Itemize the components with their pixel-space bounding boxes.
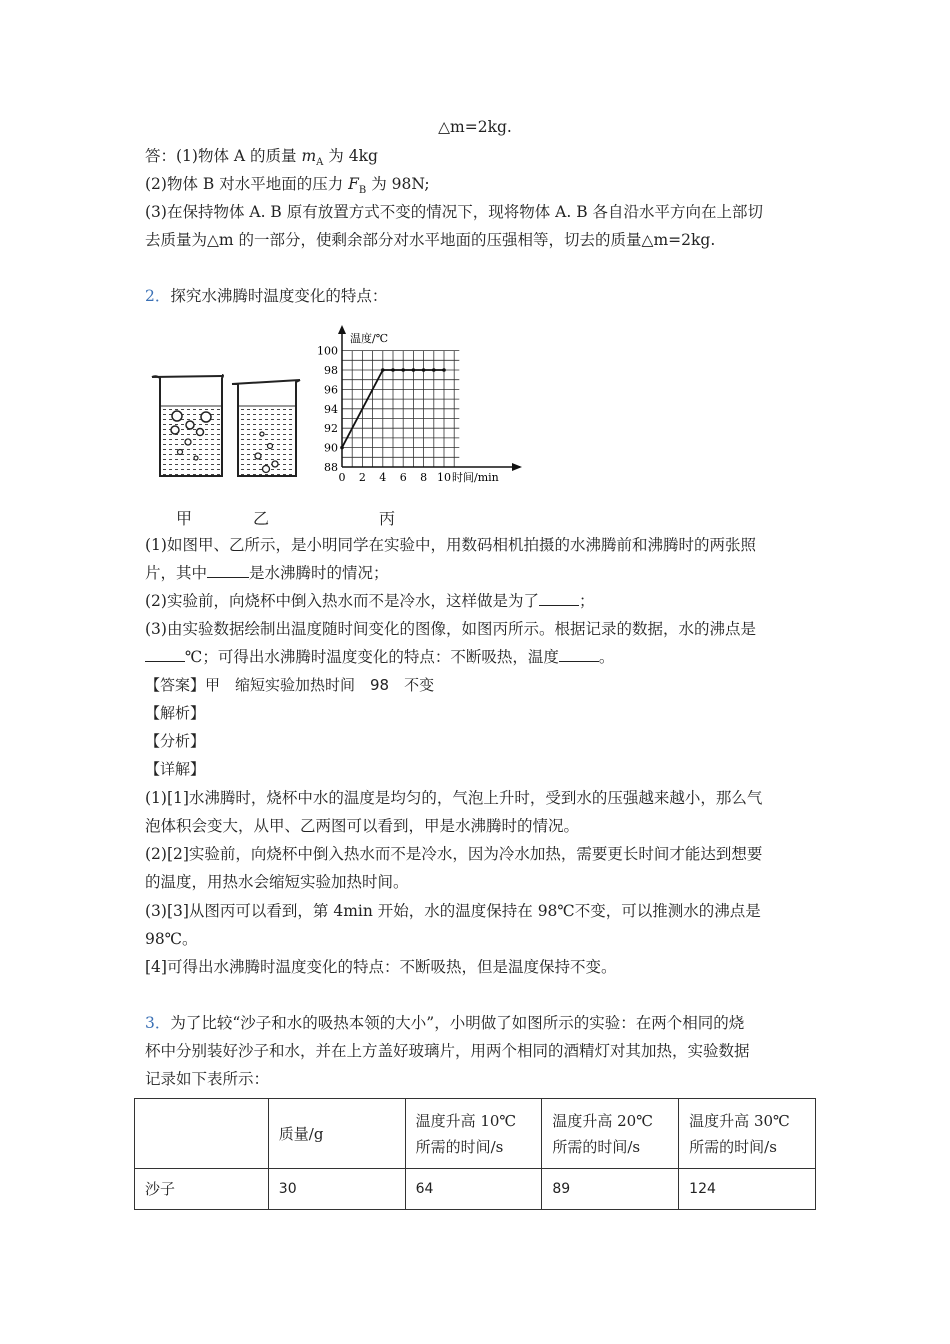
x-tick-label: 2 bbox=[358, 471, 366, 484]
temperature-chart bbox=[300, 322, 540, 492]
q2-blank-4[interactable] bbox=[559, 647, 599, 662]
x-tick-label: 10 bbox=[437, 471, 451, 484]
header-10c-line2: 所需的时间/s bbox=[415, 1137, 504, 1156]
answer2-rest: 为 98N; bbox=[366, 175, 430, 193]
cell-mass: 30 bbox=[268, 1169, 405, 1210]
fig-label-yi: 乙 bbox=[253, 509, 270, 528]
header-cell-empty bbox=[135, 1099, 269, 1169]
q3-text-1: 为了比较“沙子和水的吸热本领的大小”，小明做了如图所示的实验：在两个相同的烧 bbox=[170, 1014, 745, 1032]
answer-line-3b: 去质量为△m 的一部分，使剩余部分对水平地面的压强相等，切去的质量△m=2kg. bbox=[145, 231, 716, 249]
data-point bbox=[391, 368, 395, 372]
q2-p2-line bbox=[145, 591, 594, 611]
q2-detail-2a: (2)[2]实验前，向烧杯中倒入热水而不是冷水，因为冷水加热，需要更长时间才能达到想要 bbox=[145, 845, 763, 863]
answer2-F-subscript: B bbox=[358, 185, 367, 197]
q2-xiangjie: 【详解】 bbox=[145, 760, 206, 778]
q3-line1 bbox=[145, 1013, 744, 1033]
cell-time-20c: 89 bbox=[542, 1169, 679, 1210]
y-axis-label: 温度/℃ bbox=[350, 332, 389, 345]
header-mass-label: 质量/g bbox=[278, 1124, 324, 1143]
q2-fenxi: 【分析】 bbox=[145, 732, 206, 750]
q2-detail-2b: 的温度，用热水会缩短实验加热时间。 bbox=[145, 873, 409, 891]
q3-number: 3． bbox=[145, 1014, 171, 1032]
q2-p3-text-b: 。 bbox=[598, 648, 615, 666]
x-axis-arrow bbox=[512, 463, 522, 471]
y-tick-label: 92 bbox=[324, 422, 338, 436]
data-point bbox=[442, 368, 446, 372]
beaker-jia bbox=[152, 375, 223, 476]
answer2-F-symbol: F bbox=[348, 175, 359, 193]
q3-data-table bbox=[134, 1098, 816, 1210]
data-point bbox=[412, 368, 416, 372]
y-tick-label: 100 bbox=[317, 344, 338, 358]
x-tick-label: 0 bbox=[338, 471, 346, 484]
cell-time-10c: 64 bbox=[405, 1169, 542, 1210]
y-tick-label: 88 bbox=[324, 461, 338, 474]
formula-line: △m=2kg. bbox=[438, 118, 512, 136]
header-30c-line2: 所需的时间/s bbox=[689, 1137, 777, 1156]
answer-m-subscript: A bbox=[316, 157, 324, 169]
beakers-figure bbox=[150, 372, 310, 480]
beaker-yi bbox=[232, 380, 300, 476]
q2-p1-line2 bbox=[145, 563, 389, 583]
y-tick-label: 98 bbox=[324, 364, 338, 377]
x-tick-label: 8 bbox=[420, 471, 428, 484]
cell-time-30c: 124 bbox=[679, 1169, 816, 1210]
answer-m-symbol: m bbox=[301, 147, 317, 165]
q2-p2-text-a: (2)实验前，向烧杯中倒入热水而不是冷水，这样做是为了 bbox=[145, 592, 539, 610]
q2-title: 探究水沸腾时温度变化的特点： bbox=[170, 287, 388, 305]
data-point bbox=[401, 368, 405, 372]
y-tick-label: 96 bbox=[324, 383, 338, 397]
x-tick-label: 6 bbox=[399, 471, 407, 484]
q2-p2-text-b: ； bbox=[578, 592, 595, 610]
q2-detail-3a: (3)[3]从图丙可以看到，第 4min 开始，水的温度保持在 98℃不变，可以推测水的沸点是 bbox=[145, 902, 761, 920]
q2-answer: 【答案】甲 缩短实验加热时间 98 不变 bbox=[145, 676, 435, 694]
fig-label-bing: 丙 bbox=[379, 509, 396, 528]
header-cell-20c bbox=[542, 1099, 679, 1169]
q2-p1-text-a: 片，其中 bbox=[145, 564, 208, 582]
y-tick-label: 94 bbox=[324, 402, 338, 416]
header-cell-mass bbox=[268, 1099, 405, 1169]
data-point bbox=[432, 368, 436, 372]
y-tick-label: 90 bbox=[324, 441, 338, 455]
x-axis-label: 时间/min bbox=[452, 471, 499, 484]
answer-intro: 答：(1)物体 A 的质量 bbox=[145, 147, 302, 165]
answer-line-1 bbox=[145, 146, 378, 173]
q2-detail-1a: (1)[1]水沸腾时，烧杯中水的温度是均匀的，气泡上升时，受到水的压强越来越小，那么气 bbox=[145, 789, 763, 807]
answer2-pre: (2)物体 B 对水平地面的压力 bbox=[145, 175, 349, 193]
y-axis-arrow bbox=[338, 325, 346, 334]
row-label-sand: 沙子 bbox=[135, 1169, 269, 1210]
header-20c-line2: 所需的时间/s bbox=[552, 1137, 641, 1156]
data-point bbox=[381, 368, 385, 372]
q2-heading bbox=[145, 286, 387, 306]
header-10c-line1: 温度升高 10℃ bbox=[415, 1111, 517, 1130]
q2-blank-2[interactable] bbox=[539, 591, 579, 606]
fig-label-jia: 甲 bbox=[176, 509, 193, 528]
header-20c-line1: 温度升高 20℃ bbox=[552, 1111, 654, 1130]
table-row bbox=[135, 1169, 816, 1210]
data-point bbox=[340, 446, 344, 450]
q2-blank-3[interactable] bbox=[145, 647, 185, 662]
q2-blank-1[interactable] bbox=[207, 563, 249, 578]
q2-jiexi: 【解析】 bbox=[145, 704, 206, 722]
q2-detail-4: [4]可得出水沸腾时温度变化的特点：不断吸热，但是温度保持不变。 bbox=[145, 958, 617, 976]
q2-p3-line1: (3)由实验数据绘制出温度随时间变化的图像，如图丙所示。根据记录的数据，水的沸点是 bbox=[145, 620, 756, 638]
answer-m-rest: 为 4kg bbox=[323, 147, 378, 165]
answer-line-3a: (3)在保持物体 A. B 原有放置方式不变的情况下，现将物体 A. B 各自沿水平方向在上部切 bbox=[145, 203, 764, 221]
q2-detail-3b: 98℃。 bbox=[145, 930, 198, 948]
header-cell-30c bbox=[679, 1099, 816, 1169]
header-30c-line1: 温度升高 30℃ bbox=[689, 1111, 790, 1130]
answer-line-2 bbox=[145, 174, 430, 201]
q2-p1-text-b: 是水沸腾时的情况； bbox=[249, 564, 389, 582]
q2-p1-line1: (1)如图甲、乙所示，是小明同学在实验中，用数码相机拍摄的水沸腾前和沸腾时的两张照 bbox=[145, 536, 756, 554]
q3-line3: 记录如下表所示： bbox=[145, 1070, 270, 1088]
data-point bbox=[422, 368, 426, 372]
q2-p3-line2 bbox=[145, 647, 614, 667]
x-tick-label: 4 bbox=[379, 471, 387, 484]
q2-p3-text-a: ℃；可得出水沸腾时温度变化的特点：不断吸热，温度 bbox=[185, 648, 559, 666]
table-header-row bbox=[135, 1099, 816, 1169]
q2-detail-1b: 泡体积会变大，从甲、乙两图可以看到，甲是水沸腾时的情况。 bbox=[145, 817, 580, 835]
q2-number: 2． bbox=[145, 287, 171, 305]
header-cell-10c bbox=[405, 1099, 542, 1169]
q3-line2: 杯中分别装好沙子和水，并在上方盖好玻璃片，用两个相同的酒精灯对其加热，实验数据 bbox=[145, 1042, 750, 1060]
